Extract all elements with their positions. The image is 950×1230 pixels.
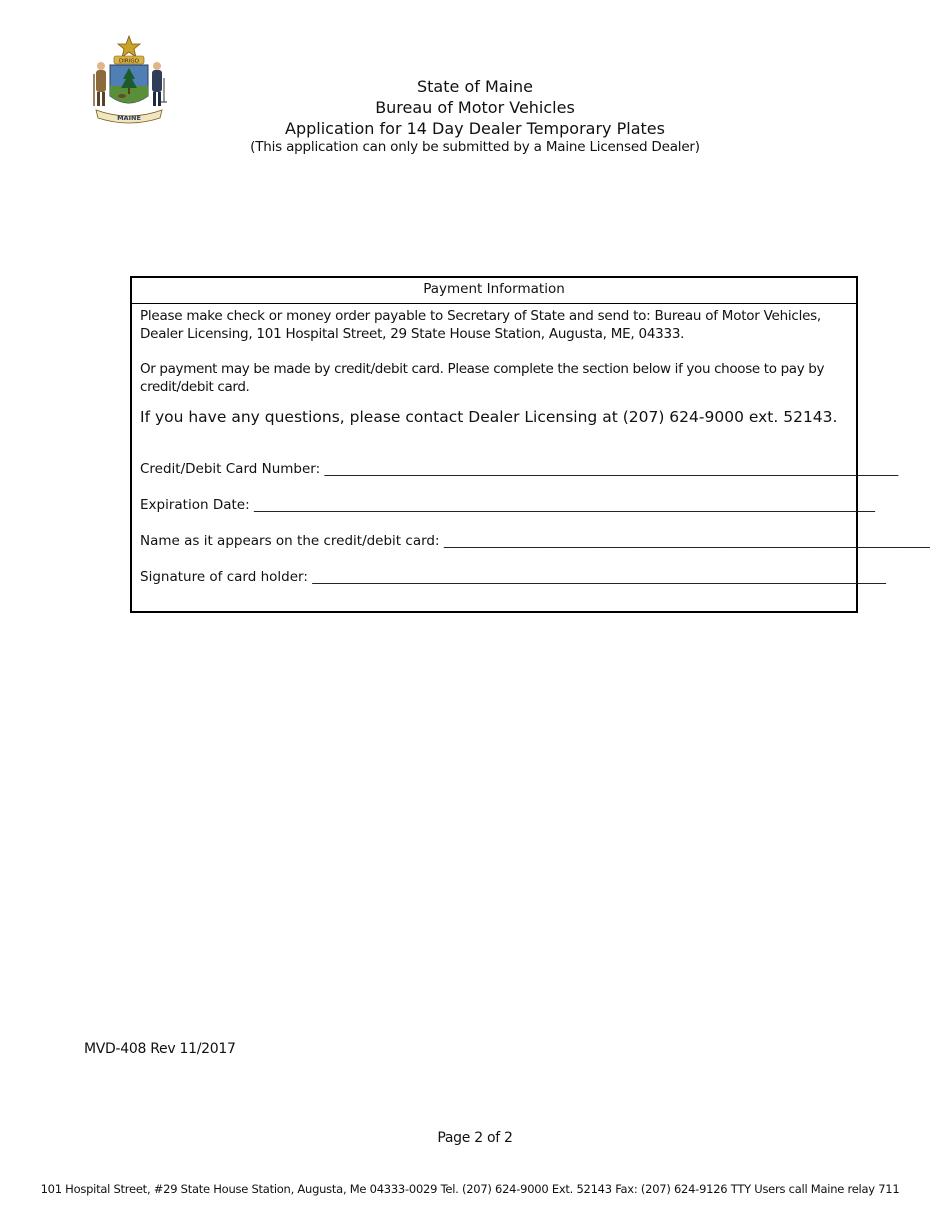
header-bureau: Bureau of Motor Vehicles <box>375 98 575 117</box>
contact-note: If you have any questions, please contact Dealer Licensing at (207) 624-9000 ext. 52143. <box>140 408 838 426</box>
page-number: Page 2 of 2 <box>437 1130 513 1146</box>
expiration-date-field[interactable] <box>140 496 875 514</box>
header-subtitle: (This application can only be submitted by a Maine Licensed Dealer) <box>250 139 700 155</box>
seal-banner-text: MAINE <box>117 114 141 122</box>
card-number-field[interactable] <box>140 460 899 478</box>
cardholder-name-label: Name as it appears on the credit/debit card: <box>140 533 440 549</box>
signature-field[interactable] <box>140 568 886 586</box>
document-header <box>0 76 950 155</box>
header-title: Application for 14 Day Dealer Temporary Plates <box>285 119 665 138</box>
payment-information-box <box>130 276 930 613</box>
cardholder-name-blank[interactable]: ________________________________________________________________________ <box>443 533 930 549</box>
form-number: MVD-408 Rev 11/2017 <box>84 1041 236 1057</box>
header-state: State of Maine <box>417 77 533 96</box>
card-number-label: Credit/Debit Card Number: <box>140 461 321 477</box>
card-number-blank[interactable]: _____________________________________________________________________________________ <box>324 461 899 477</box>
expiration-date-label: Expiration Date: <box>140 497 250 513</box>
expiration-date-blank[interactable]: ____________________________________________________________________________________________ <box>253 497 875 513</box>
cardholder-name-field[interactable] <box>140 532 930 550</box>
payment-instructions: Please make check or money order payable to Secretary of State and send to: Bureau of Motor Vehicles, Dealer Licensing, 101 Hospital Street, 29 State House Station, Augusta, ME, 04333. <box>140 308 821 342</box>
signature-blank[interactable]: _____________________________________________________________________________________ <box>312 569 886 585</box>
footer-contact: 101 Hospital Street, #29 State House Station, Augusta, Me 04333-0029 Tel. (207) 624-9000 Ext. 52143 Fax: (207) 624-9126 TTY Users call Maine relay 711 <box>40 1182 900 1196</box>
signature-label: Signature of card holder: <box>140 569 308 585</box>
payment-title: Payment Information <box>132 278 856 304</box>
seal-motto: DIRIGO <box>119 58 139 65</box>
payment-body <box>132 307 930 586</box>
card-payment-note: Or payment may be made by credit/debit card. Please complete the section below if you choose to pay by credit/debit card. <box>140 361 825 395</box>
